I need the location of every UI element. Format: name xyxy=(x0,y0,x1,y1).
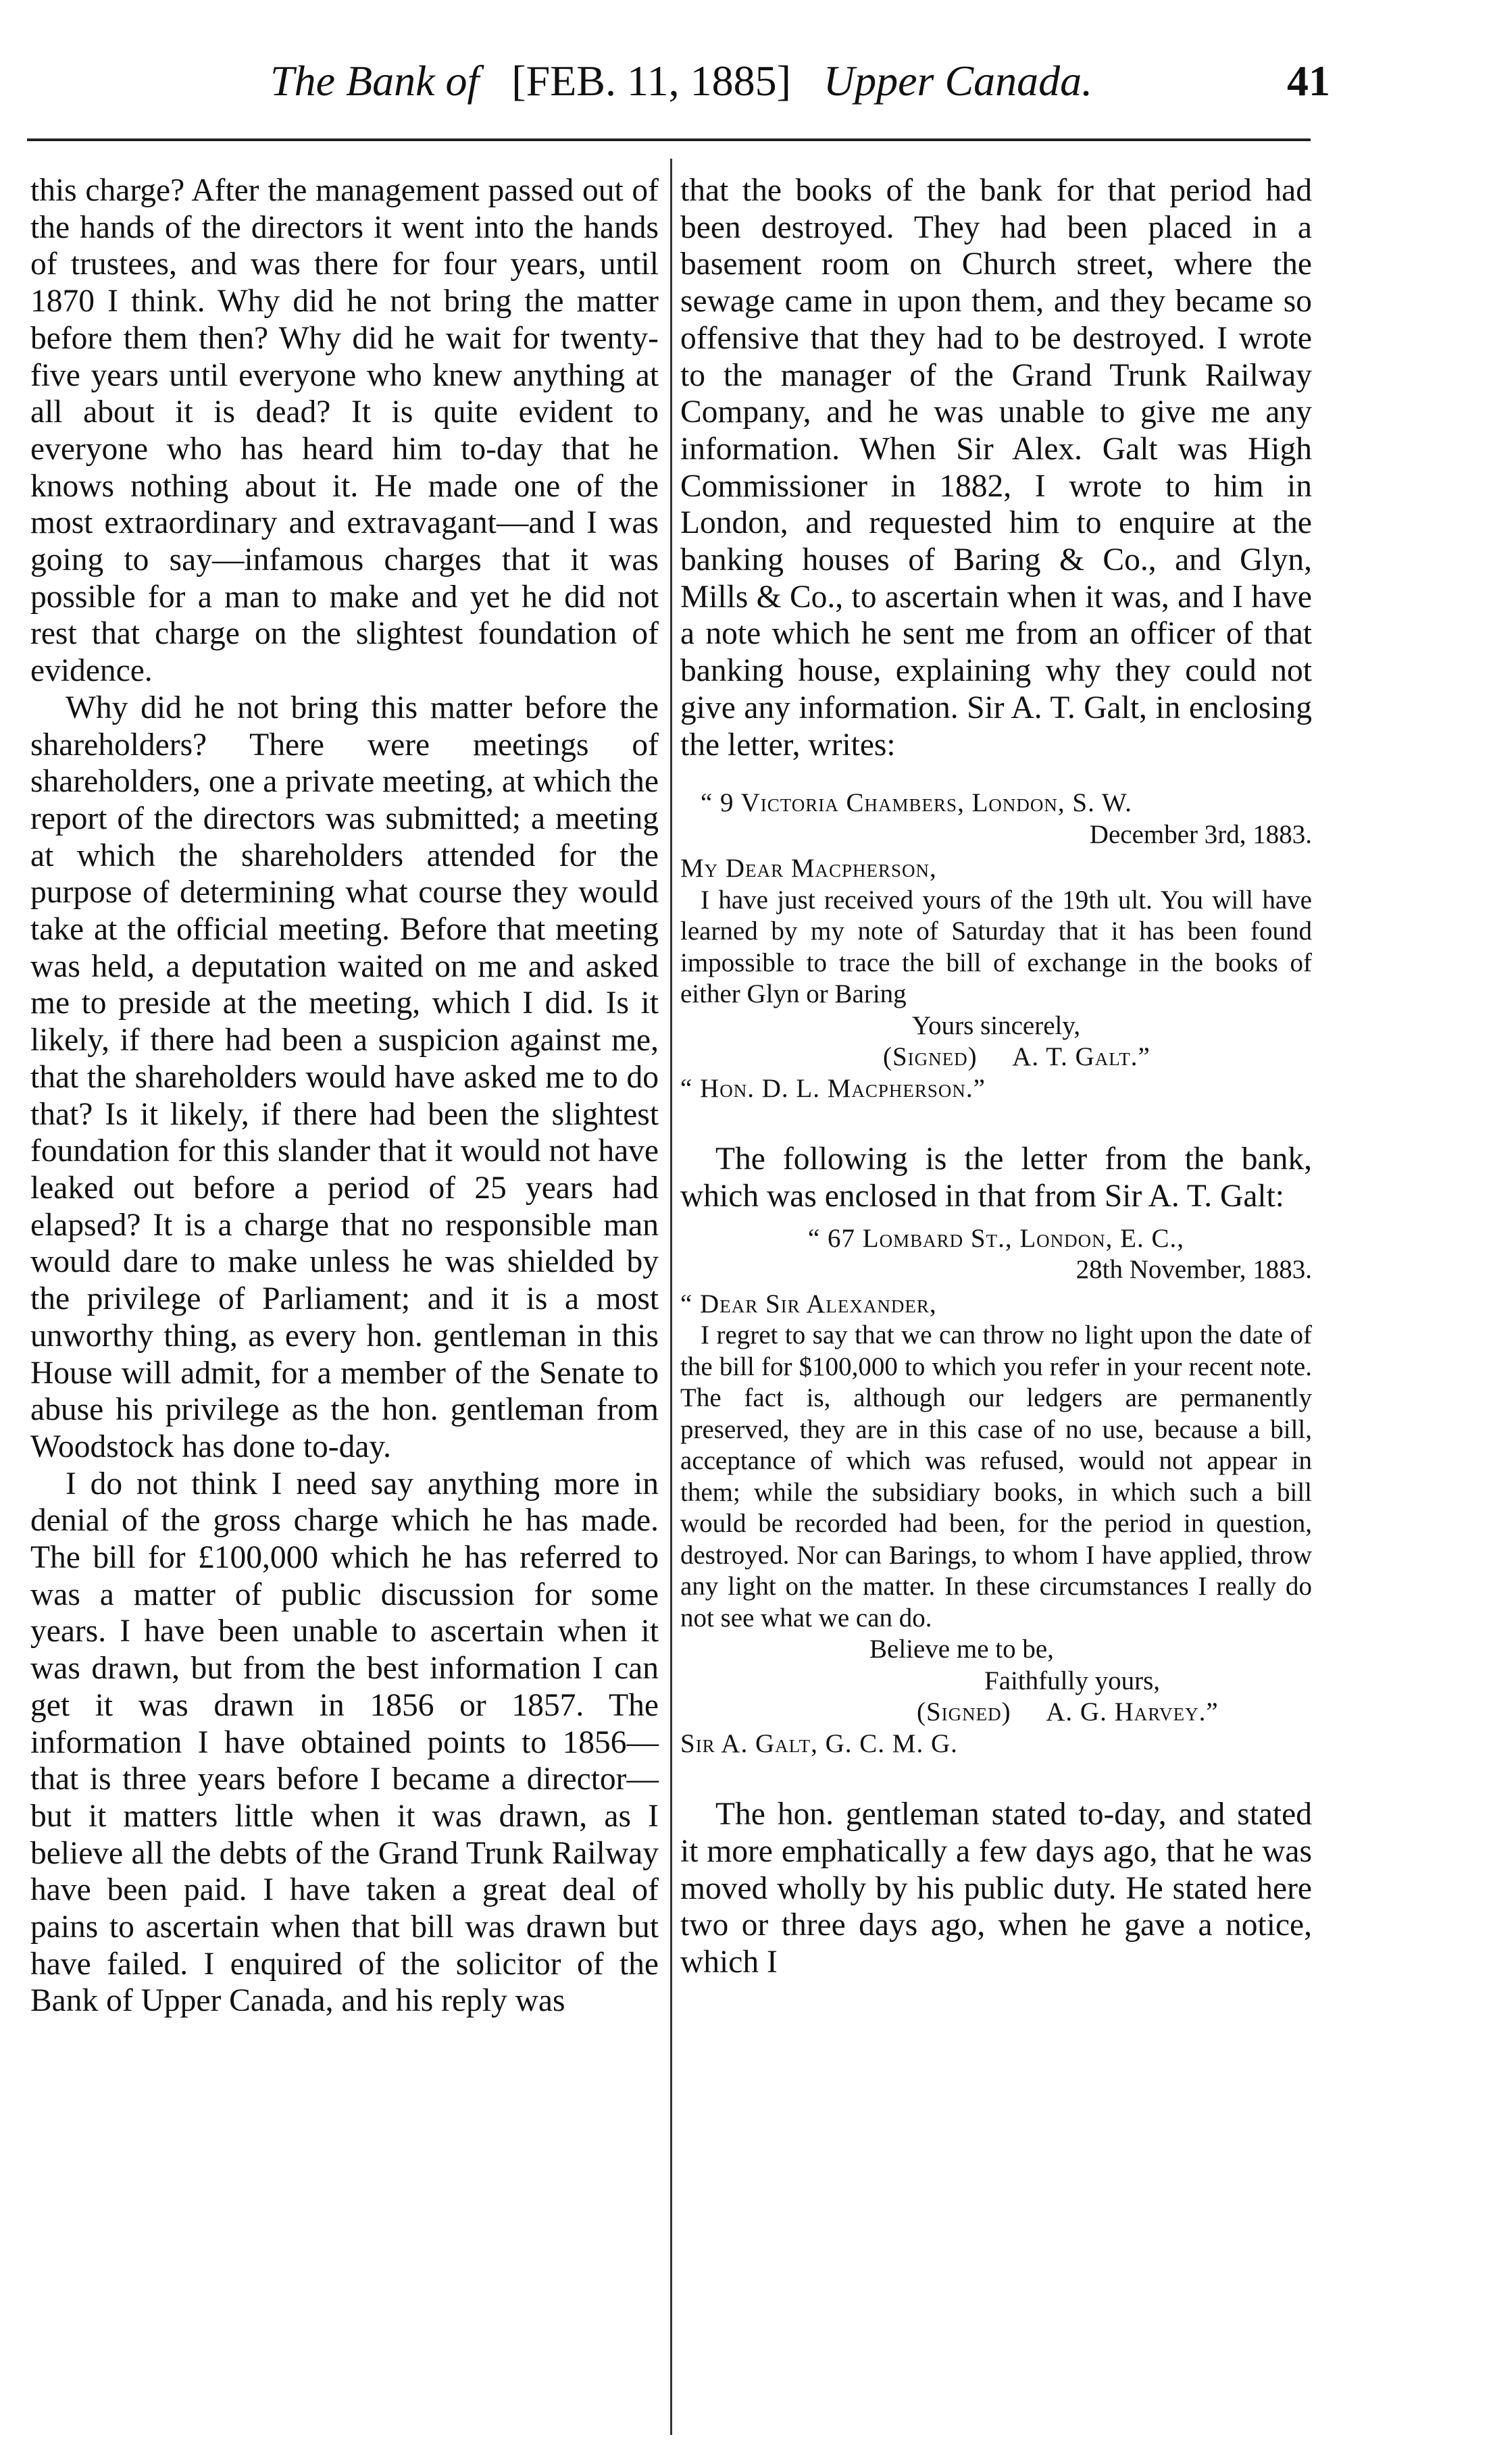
right-intro-paragraph: that the books of the bank for that period had been destroyed. They had been placed in a basement room on Church street, where the sewage came in upon them, and they became so offensive that they had to be destroyed. I wrote to the manager of the Grand Trunk Railway Company, and he was unable to give me any information. When Sir Alex. Galt was High Commissioner in 1882, I wrote to him in London, and requested him to enquire at the banking houses of Baring & Co., and Glyn, Mills & Co., to ascertain when it was, and I have a note which he sent me from an officer of that banking house, explaining why they could not give any information. Sir A. T. Galt, in enclosing the letter, writes: xyxy=(680,173,1312,763)
letter2-date: 28th November, 1883. xyxy=(1076,1255,1312,1285)
letter1-closing: Yours sincerely, xyxy=(911,1010,1081,1040)
letter1-date: December 3rd, 1883. xyxy=(1089,819,1312,849)
harvey-letter xyxy=(680,1223,1312,1760)
letter2-addressee: Sir A. Galt, G. C. M. G. xyxy=(680,1728,958,1758)
left-column xyxy=(30,172,659,2020)
header-title-part-2: Upper Canada. xyxy=(823,57,1093,105)
letter2-address: “ 67 Lombard St., London, E. C., xyxy=(808,1223,1184,1253)
left-paragraph-1: this charge? After the management passed out of the hands of the directors it went into the hands of trustees, and was there for four years, until 1870 I think. Why did he not bring the matter before them then? Why did he wait for twenty-five years until everyone who knew anything at all about it is dead? It is quite evident to everyone who has heard him to-day that he knows nothing about it. He made one of the most extraordinary and extravagant—and I was going to say—infamous charges that it was possible for a man to make and yet he did not rest that charge on the slightest foundation of evidence. xyxy=(30,173,659,689)
right-column xyxy=(680,172,1312,1981)
letter1-addressee: “ Hon. D. L. Macpherson.” xyxy=(680,1073,986,1103)
letter1-salutation: My Dear Macpherson, xyxy=(680,854,937,883)
right-closing-paragraph: The hon. gentleman stated to-day, and stated it more emphatically a few days ago, that he was moved wholly by his public duty. He stated here two or three days ago, when he gave a notice, which I xyxy=(680,1797,1312,1980)
letter1-body: I have just received yours of the 19th ult. You will have learned by my note of Saturday that it has been found impossible to trace the bill of exchange in the books of either Glyn or Baring xyxy=(680,885,1312,1009)
galt-letter xyxy=(680,788,1312,1104)
left-paragraph-3: I do not think I need say anything more in denial of the gross charge which he has made. The bill for £100,000 which he has referred to was a matter of public discussion for some years. I have been unable to ascertain when it was drawn, but from the best information I can get it was drawn in 1856 or 1857. The information I have obtained points to 1856—that is three years before I became a director—but it matters little when it was drawn, as I believe all the debts of the Grand Trunk Railway have been paid. I have taken a great deal of pains to ascertain when that bill was drawn but have failed. I enquired of the solicitor of the Bank of Upper Canada, and his reply was xyxy=(30,1466,659,2019)
letter2-closing-1: Believe me to be, xyxy=(869,1635,1054,1664)
header-rule xyxy=(27,138,1311,141)
letter1-signature: (Signed) A. T. Galt.” xyxy=(883,1042,1150,1072)
letter2-salutation: “ Dear Sir Alexander, xyxy=(680,1289,937,1318)
left-paragraph-2: Why did he not bring this matter before the shareholders? There were meetings of shareholders, one a private meeting, at which the report of the directors was submitted; a meeting at which the shareholders attended for the purpose of determining what course they would take at the official meeting. Before that meeting was held, a deputation waited on me and asked me to preside at the meeting, which I did. Is it likely, if there had been a suspicion against me, that the shareholders would have asked me to do that? Is it likely, if there had been the slightest foundation for this slander that it would not have leaked out before a period of 25 years had elapsed? It is a charge that no responsible man would dare to make unless he was shielded by the privilege of Parliament; and it is a most unworthy thing, as every hon. gentleman in this House will admit, for a member of the Senate to abuse his privilege as the hon. gentleman from Woodstock has done to-day. xyxy=(30,690,659,1464)
right-middle-paragraph: The following is the letter from the bank, which was enclosed in that from Sir A. T. Galt: xyxy=(680,1141,1312,1214)
page-number: 41 xyxy=(1287,57,1330,105)
letter1-address: “ 9 Victoria Chambers, London, S. W. xyxy=(701,788,1132,818)
column-divider xyxy=(670,159,672,2435)
letter2-body: I regret to say that we can throw no light upon the date of the bill for $100,000 to which you refer in your recent note. The fact is, although our ledgers are permanently preserved, they are in this case of no use, because a bill, acceptance of which was refused, would not appear in them; while the subsidiary books, in which such a bill would be recorded had been, for the period in question, destroyed. Nor can Barings, to whom I have applied, throw any light on the matter. In these circumstances I really do not see what we can do. xyxy=(680,1320,1312,1633)
letter2-closing-2: Faithfully yours, xyxy=(984,1666,1160,1695)
header-title-part-1: The Bank of xyxy=(270,57,480,105)
header-title xyxy=(270,54,1092,108)
running-header xyxy=(0,54,1493,115)
letter2-signature: (Signed) A. G. Harvey.” xyxy=(917,1697,1219,1727)
header-date: [FEB. 11, 1885] xyxy=(511,57,791,105)
